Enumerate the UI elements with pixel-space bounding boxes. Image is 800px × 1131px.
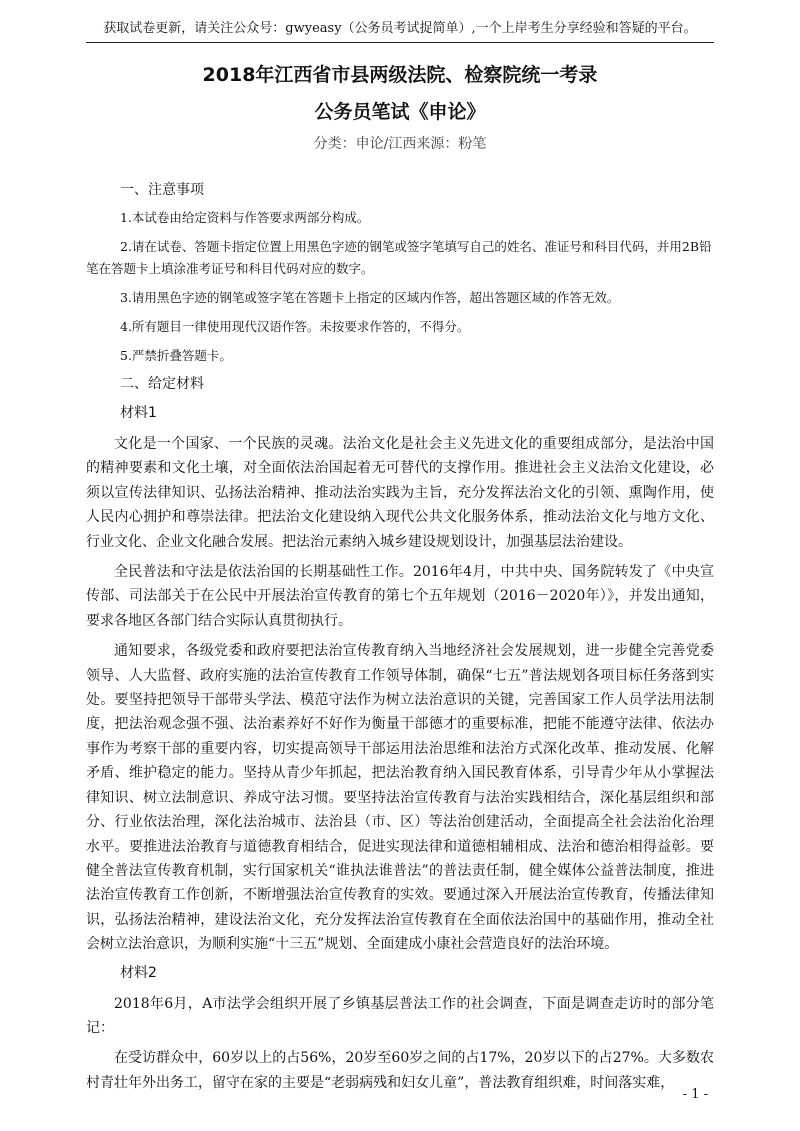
document-title: 2018年江西省市县两级法院、检察院统一考录	[202, 64, 598, 86]
header-divider	[86, 42, 714, 43]
document-subtitle: 公务员笔试《申论》	[314, 101, 486, 123]
page-number: - 1 -	[682, 1087, 708, 1102]
document-meta: 分类：申论/江西来源：粉笔	[313, 136, 487, 152]
section-heading-notes: 一、注意事项	[120, 182, 204, 198]
note-item: 2.请在试卷、答题卡指定位置上用黑色字迹的钢笔或签字笔填写自己的姓名、准证号和科目代码，并用2B铅笔在答题卡上填涂准考证号和科目代码对应的数字。	[86, 239, 712, 276]
paragraph: 全民普法和守法是依法治国的长期基础性工作。2016年4月，中共中央、国务院转发了《中央宣传部、司法部关于在公民中开展法治宣传教育的第七个五年规划（2016－2020年）》，并发出通知，要求各地区各部门结合实际认真贯彻执行。	[86, 564, 714, 629]
note-item: 1.本试卷由给定资料与作答要求两部分构成。	[120, 210, 370, 225]
paragraph: 在受访群众中，60岁以上的占56%，20岁至60岁之间的占17%，20岁以下的占27%。大多数农村青壮年外出务工，留守在家的主要是“老弱病残和妇女儿童”，普法教育组织难，时间落实难，	[86, 1050, 714, 1091]
paragraph: 通知要求，各级党委和政府要把法治宣传教育纳入当地经济社会发展规划，进一步健全完善党委领导、人大监督、政府实施的法治宣传教育工作领导体制，确保“七五”普法规划各项目标任务落到实处。要坚持把领导干部带头学法、模范守法作为树立法治意识的关键，完善国家工作人员学法用法制度，把法治观念强不强、法治素养好不好作为衡量干部德才的重要标准，把能不能遵守法律、依法办事作为考察干部的重要内容，切实提高领导干部运用法治思维和法治方式深化改革、推动发展、化解矛盾、维护稳定的能力。坚持从青少年抓起，把法治教育纳入国民教育体系，引导青少年从小掌握法律知识、树立法制意识、养成守法习惯。要坚持法治宣传教育与法治实践相结合，深化基层组织和部分、行业依法治理，深化法治城市、法治县（市、区）等法治创建活动，全面提高全社会法治化治理水平。要推进法治教育与道德教育相结合，促进实现法律和道德相辅相成、法治和德治相得益彰。要健全普法宣传教育机制，实行国家机关“谁执法谁普法”的普法责任制，健全媒体公益普法制度，推进法治宣传教育工作创新，不断增强法治宣传教育的实效。要通过深入开展法治宣传教育，传播法律知识，弘扬法治精神，建设法治文化，充分发挥法治宣传教育在全面依法治国中的基础作用，推动全社会树立法治意识，为顺利实施“十三五”规划、全面建成小康社会营造良好的法治环境。	[86, 643, 714, 953]
material-2-label: 材料2	[120, 964, 157, 981]
paragraph: 2018年6月，A市法学会组织开展了乡镇基层普法工作的社会调查，下面是调查走访时的部分笔记：	[86, 995, 714, 1036]
header-notice: 获取试卷更新，请关注公众号：gwyeasy（公务员考试捉简单）,一个上岸考生分享经验和答疑的平台。	[103, 21, 697, 36]
note-item: 3.请用黑色字迹的钢笔或签字笔在答题卡上指定的区域内作答，超出答题区域的作答无效。	[120, 290, 620, 305]
paragraph: 文化是一个国家、一个民族的灵魂。法治文化是社会主义先进文化的重要组成部分，是法治中国的精神要素和文化土壤，对全面依法治国起着无可替代的支撑作用。推进社会主义法治文化建设，必须以宣传法律知识、弘扬法治精神、推动法治实践为主旨，充分发挥法治文化的引领、熏陶作用，使人民内心拥护和尊崇法律。把法治文化建设纳入现代公共文化服务体系，推动法治文化与地方文化、行业文化、企业文化融合发展。把法治元素纳入城乡建设规划设计，加强基层法治建设。	[86, 436, 714, 550]
section-heading-materials: 二、给定材料	[120, 376, 204, 392]
document-body	[86, 180, 714, 1101]
note-item: 5.严禁折叠答题卡。	[120, 348, 232, 363]
material-1-label: 材料1	[120, 405, 157, 421]
note-item: 4.所有题目一律使用现代汉语作答。未按要求作答的，不得分。	[120, 319, 470, 334]
